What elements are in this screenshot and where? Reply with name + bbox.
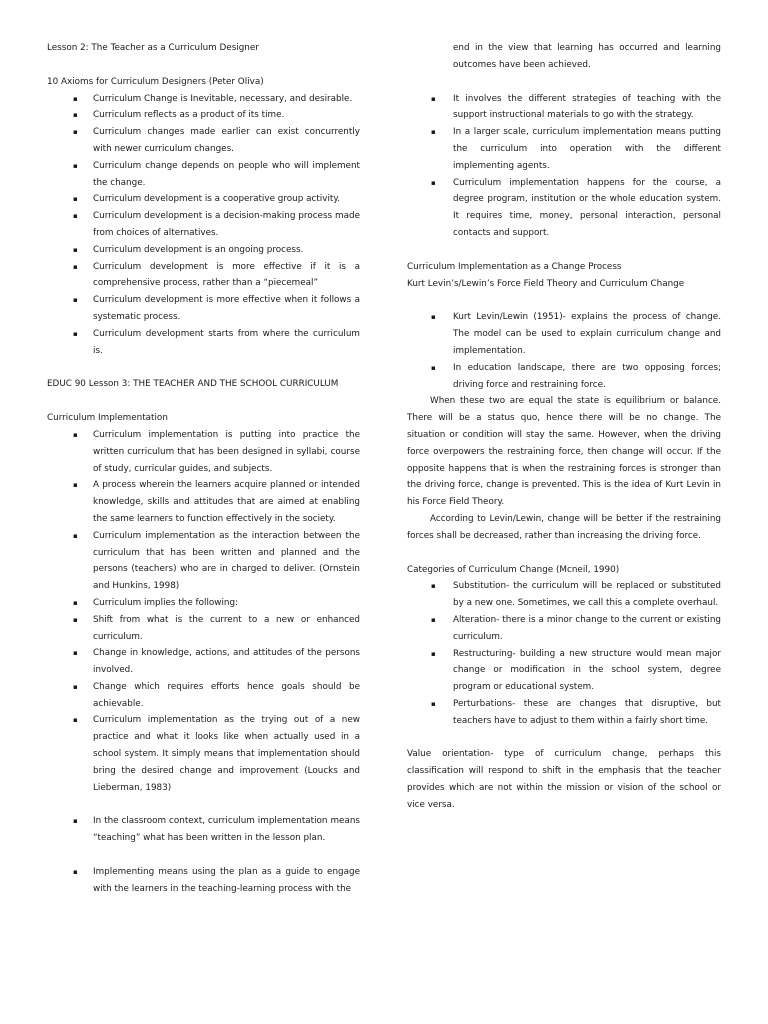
bullet-icon: ▪ [431, 94, 436, 103]
list-item: ▪ Curriculum development is an ongoing process. [47, 242, 360, 259]
list-item: ▪ Curriculum development is more effective when it follows a systematic process. [47, 292, 360, 326]
list-item: ▪ Curriculum implies the following: [47, 595, 360, 612]
list-item: ▪ A process wherein the learners acquire planned or intended knowledge, skills and attitudes that are aimed at enabling the same learners to function effectively in the society. [47, 477, 360, 527]
bullet-icon: ▪ [431, 178, 436, 187]
bullet-icon: ▪ [73, 161, 78, 170]
classroom-list [47, 813, 360, 847]
levin-list [407, 309, 721, 393]
axioms-list [47, 91, 360, 360]
list-item: ▪ Change in knowledge, actions, and attitudes of the persons involved. [47, 645, 360, 679]
lesson3-title: EDUC 90 Lesson 3: THE TEACHER AND THE SCHOOL CURRICULUM [47, 379, 339, 390]
lesson2-title: Lesson 2: The Teacher as a Curriculum Designer [47, 43, 259, 53]
bullet-icon: ▪ [431, 615, 436, 624]
continued-text: end in the view that learning has occurred and learning outcomes have been achieved. [453, 43, 721, 70]
list-item: ▪ Curriculum implementation as the interaction between the curriculum that has been written and planned and the persons (teachers) who are in charged to deliver. (Ornstein and Hunkins, 1998) [47, 528, 360, 595]
list-item: ▪ Curriculum change depends on people who will implement the change. [47, 158, 360, 192]
bullet-icon: ▪ [73, 649, 78, 658]
value-orientation-paragraph: Value orientation- type of curriculum change, perhaps this classification will respond to shift in the emphasis that the teacher provides which are not within the mission or vision of the school or vice versa. [407, 749, 721, 810]
list-item: ▪ Restructuring- building a new structure would mean major change or modification in the school system, degree program or educational system. [407, 646, 721, 696]
bullet-icon: ▪ [73, 262, 78, 271]
bullet-icon: ▪ [73, 481, 78, 490]
list-item: ▪ Substitution- the curriculum will be replaced or substituted by a new one. Sometimes, we call this a complete overhaul. [407, 578, 721, 612]
bullet-icon: ▪ [73, 245, 78, 254]
bullet-icon: ▪ [73, 682, 78, 691]
categories-list [407, 578, 721, 729]
list-item: ▪ Alteration- there is a minor change to the current or existing curriculum. [407, 612, 721, 646]
bullet-icon: ▪ [431, 582, 436, 591]
list-item: ▪ Curriculum changes made earlier can exist concurrently with newer curriculum changes. [47, 124, 360, 158]
strategy-list [407, 91, 721, 242]
bullet-icon: ▪ [73, 195, 78, 204]
list-item: ▪ Implementing means using the plan as a guide to engage with the learners in the teaching-learning process with the [47, 864, 360, 898]
implementing-list [47, 864, 360, 898]
bullet-icon: ▪ [431, 649, 436, 658]
bullet-icon: ▪ [431, 313, 436, 322]
bullet-icon: ▪ [73, 615, 78, 624]
bullet-icon: ▪ [73, 329, 78, 338]
bullet-icon: ▪ [431, 699, 436, 708]
implementation-list [47, 427, 360, 797]
list-item: ▪ Curriculum Change is Inevitable, necessary, and desirable. [47, 91, 360, 108]
bullet-icon: ▪ [73, 598, 78, 607]
axioms-title: 10 Axioms for Curriculum Designers (Peter Oliva) [47, 76, 264, 87]
bullet-icon: ▪ [73, 868, 78, 877]
list-item: ▪ Curriculum implementation is putting into practice the written curriculum that has been designed in syllabi, course of study, curricular guides, and subjects. [47, 427, 360, 477]
bullet-icon: ▪ [73, 817, 78, 826]
list-item: ▪ Curriculum development is a cooperative group activity. [47, 191, 360, 208]
right-column [407, 40, 721, 814]
list-item: ▪ In a larger scale, curriculum implementation means putting the curriculum into operation with the different implementing agents. [407, 124, 721, 174]
list-item: ▪ Shift from what is the current to a new or enhanced curriculum. [47, 612, 360, 646]
list-item: ▪ Curriculum development is a decision-making process made from choices of alternatives. [47, 208, 360, 242]
force-field-title: Kurt Levin’s/Lewin’s Force Field Theory and Curriculum Change [407, 278, 685, 289]
bullet-icon: ▪ [73, 531, 78, 540]
implementation-title: Curriculum Implementation [47, 413, 168, 424]
bullet-icon: ▪ [73, 716, 78, 725]
bullet-icon: ▪ [73, 430, 78, 439]
force-field-paragraph: When these two are equal the state is equilibrium or balance. There will be a status quo, hence there will be no change. The situation or condition will stay the same. However, when the driving force overpowers the restraining force, then change will occur. If the opposite happens that is when the restraining forces is stronger than the driving force, change is prevented. This is the idea of Kurt Levin in his Force Field Theory. [407, 396, 721, 508]
bullet-icon: ▪ [73, 94, 78, 103]
bullet-icon: ▪ [73, 128, 78, 137]
list-item: ▪ In the classroom context, curriculum implementation means “teaching” what has been written in the lesson plan. [47, 813, 360, 847]
list-item: ▪ It involves the different strategies of teaching with the support instructional materials to go with the strategy. [407, 91, 721, 125]
bullet-icon: ▪ [431, 363, 436, 372]
list-item: ▪ Curriculum development is more effective if it is a comprehensive process, rather than a “piecemeal” [47, 259, 360, 293]
list-item: ▪ In education landscape, there are two opposing forces; driving force and restraining force. [407, 360, 721, 394]
change-process-title: Curriculum Implementation as a Change Process [407, 261, 622, 272]
list-item: ▪ Change which requires efforts hence goals should be achievable. [47, 679, 360, 713]
list-item: ▪ Curriculum development starts from where the curriculum is. [47, 326, 360, 360]
categories-title: Categories of Curriculum Change (Mcneil, 1990) [407, 564, 620, 575]
bullet-icon: ▪ [431, 128, 436, 137]
levin-change-paragraph: According to Levin/Lewin, change will be better if the restraining forces shall be decreased, rather than increasing the driving force. [407, 513, 721, 541]
list-item: ▪ Perturbations- these are changes that disruptive, but teachers have to adjust to them within a fairly short time. [407, 696, 721, 730]
bullet-icon: ▪ [73, 296, 78, 305]
left-column [47, 40, 360, 898]
list-item: ▪ Kurt Levin/Lewin (1951)- explains the process of change. The model can be used to explain curriculum change and implementation. [407, 309, 721, 359]
list-item: ▪ Curriculum reflects as a product of its time. [47, 107, 360, 124]
list-item: ▪ Curriculum implementation as the trying out of a new practice and what it looks like when actually used in a school system. It simply means that implementation should bring the desired change and improvement (Loucks and Lieberman, 1983) [47, 712, 360, 796]
bullet-icon: ▪ [73, 111, 78, 120]
bullet-icon: ▪ [73, 212, 78, 221]
list-item: ▪ Curriculum implementation happens for the course, a degree program, institution or the whole education system. It requires time, money, personal interaction, personal contacts and support. [407, 175, 721, 242]
